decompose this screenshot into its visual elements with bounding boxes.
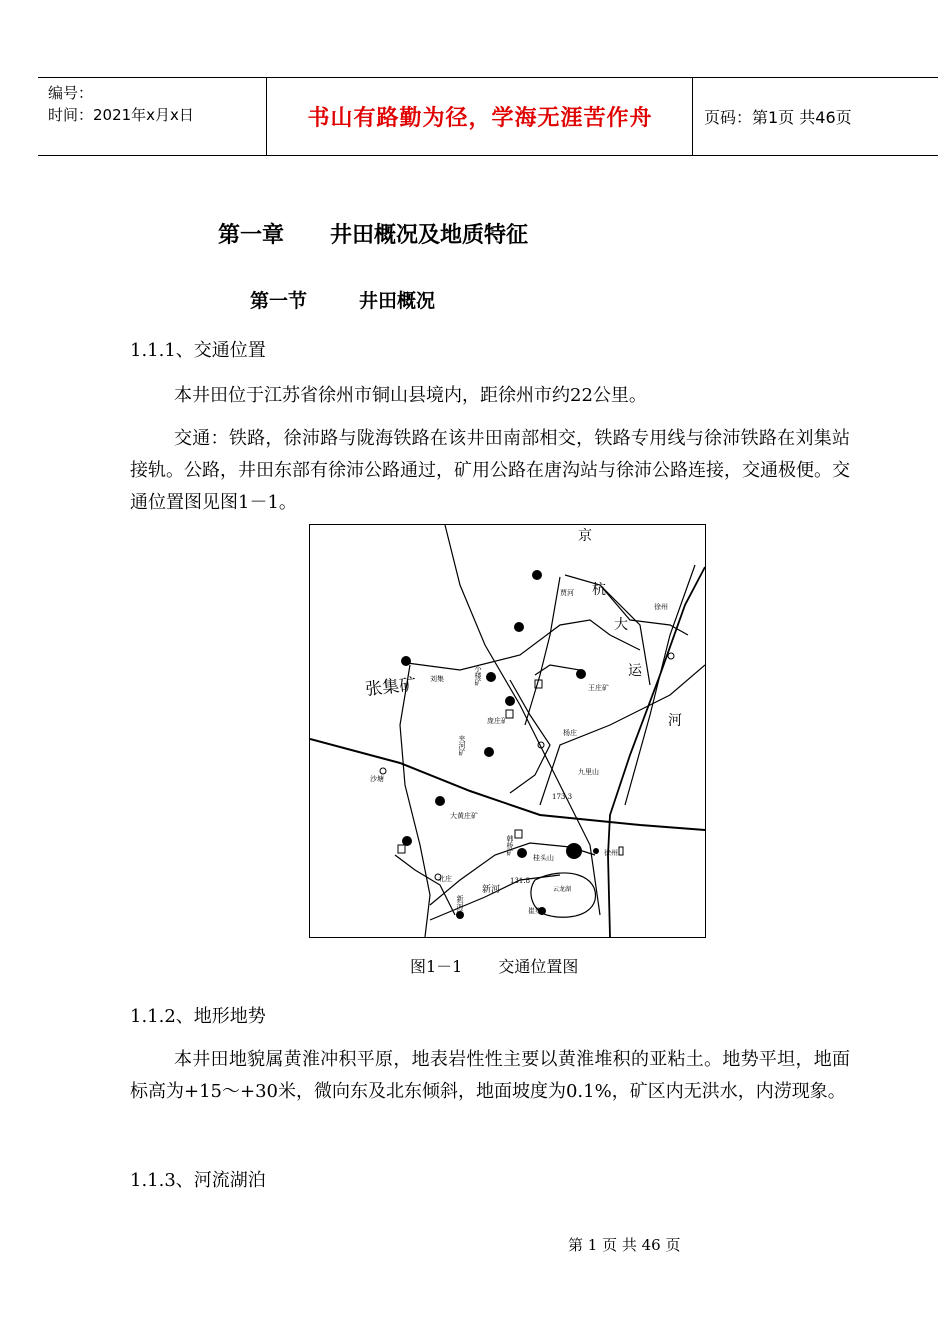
paragraph-transport: 交通：铁路，徐沛路与陇海铁路在该井田南部相交，铁路专用线与徐沛铁路在刘集站接轨。公路，井田东部有徐沛公路通过，矿用公路在唐沟站与徐沛公路连接，交通极便。交通位置图见图1－1。 bbox=[130, 428, 850, 513]
map-label-yun: 运 bbox=[628, 663, 642, 679]
date-label: 时间：2021年x月x日 bbox=[48, 106, 194, 124]
map-label-zhangji: 张集矿 bbox=[364, 674, 418, 700]
header-page-info: 页码：第1页 共46页 bbox=[704, 108, 852, 127]
map-label-elev1: 173.3 bbox=[552, 793, 573, 801]
map-label-hanqiao: 韩桥矿 bbox=[506, 835, 514, 856]
header-table bbox=[38, 77, 938, 156]
map-label-jiahe-mine: 夹河矿 bbox=[458, 735, 466, 756]
heading-terrain: 1.1.2、地形地势 bbox=[130, 1006, 266, 1027]
map-label-hang: 杭 bbox=[592, 582, 606, 598]
chapter-number: 第一章 bbox=[218, 223, 285, 248]
divider bbox=[266, 78, 267, 155]
map-label-xinhe-road: 新河 bbox=[482, 885, 501, 895]
map-label-yunlonghu: 云龙湖 bbox=[553, 886, 572, 893]
section-number: 第一节 bbox=[250, 290, 308, 312]
map-label-elev2: 131.8 bbox=[510, 877, 531, 885]
serial-label: 编号： bbox=[48, 84, 94, 102]
map-label-jiahe: 贾河 bbox=[560, 589, 574, 597]
map-label-da: 大 bbox=[614, 617, 628, 633]
page-footer: 第 1 页 共 46 页 bbox=[568, 1236, 681, 1254]
heading-rivers: 1.1.3、河流湖泊 bbox=[130, 1170, 266, 1191]
map-label-guitoushan: 桂头山 bbox=[533, 854, 554, 862]
chapter-title bbox=[218, 218, 528, 249]
map-label-cuiji: 崔集 bbox=[528, 907, 542, 915]
section-title bbox=[250, 286, 435, 313]
map-label-yangzhuang: 杨庄 bbox=[563, 729, 577, 737]
header-motto: 书山有路勤为径，学海无涯苦作舟 bbox=[307, 106, 653, 131]
map-label-liuji: 刘集 bbox=[430, 675, 444, 683]
traffic-map bbox=[309, 524, 706, 938]
map-label-wangzhuang: 王庄矿 bbox=[588, 684, 609, 692]
section-name: 井田概况 bbox=[359, 290, 436, 312]
map-label-beizhuang: 北庄 bbox=[438, 875, 452, 883]
chapter-name: 井田概况及地质特征 bbox=[330, 223, 529, 248]
map-label-pangzhuang: 庞庄矿 bbox=[487, 717, 508, 725]
figure-title: 交通位置图 bbox=[498, 957, 579, 976]
paragraph-location: 本井田位于江苏省徐州市铜山县境内，距徐州市约22公里。 bbox=[174, 385, 647, 406]
map-label-dahuangzhuang: 大黄庄矿 bbox=[450, 812, 478, 820]
figure-number: 图1－1 bbox=[410, 957, 463, 976]
heading-traffic: 1.1.1、交通位置 bbox=[130, 340, 266, 361]
map-label-jiulishan: 九里山 bbox=[578, 768, 599, 776]
paragraph-terrain: 本井田地貌属黄淮冲积平原，地表岩性性主要以黄淮堆积的亚粘土。地势平坦，地面标高为+15～+30米，微向东及北东倾斜，地面坡度为0.1%，矿区内无洪水，内涝现象。 bbox=[130, 1049, 850, 1102]
map-label-xuzhou-n: 徐州 bbox=[654, 603, 668, 611]
traffic-map-drawing bbox=[310, 525, 705, 937]
map-label-xinhe-mine: 新河矿 bbox=[456, 895, 464, 916]
map-label-xuzhou-s: 徐州 bbox=[604, 849, 618, 857]
header-meta bbox=[48, 82, 194, 126]
figure-caption bbox=[410, 954, 578, 977]
divider bbox=[692, 78, 693, 155]
map-label-jing: 京 bbox=[578, 528, 592, 544]
map-label-xiaolou: 小楼矿 bbox=[474, 665, 482, 686]
map-label-shatang: 沙塘 bbox=[370, 775, 384, 783]
map-label-he: 河 bbox=[668, 713, 682, 729]
